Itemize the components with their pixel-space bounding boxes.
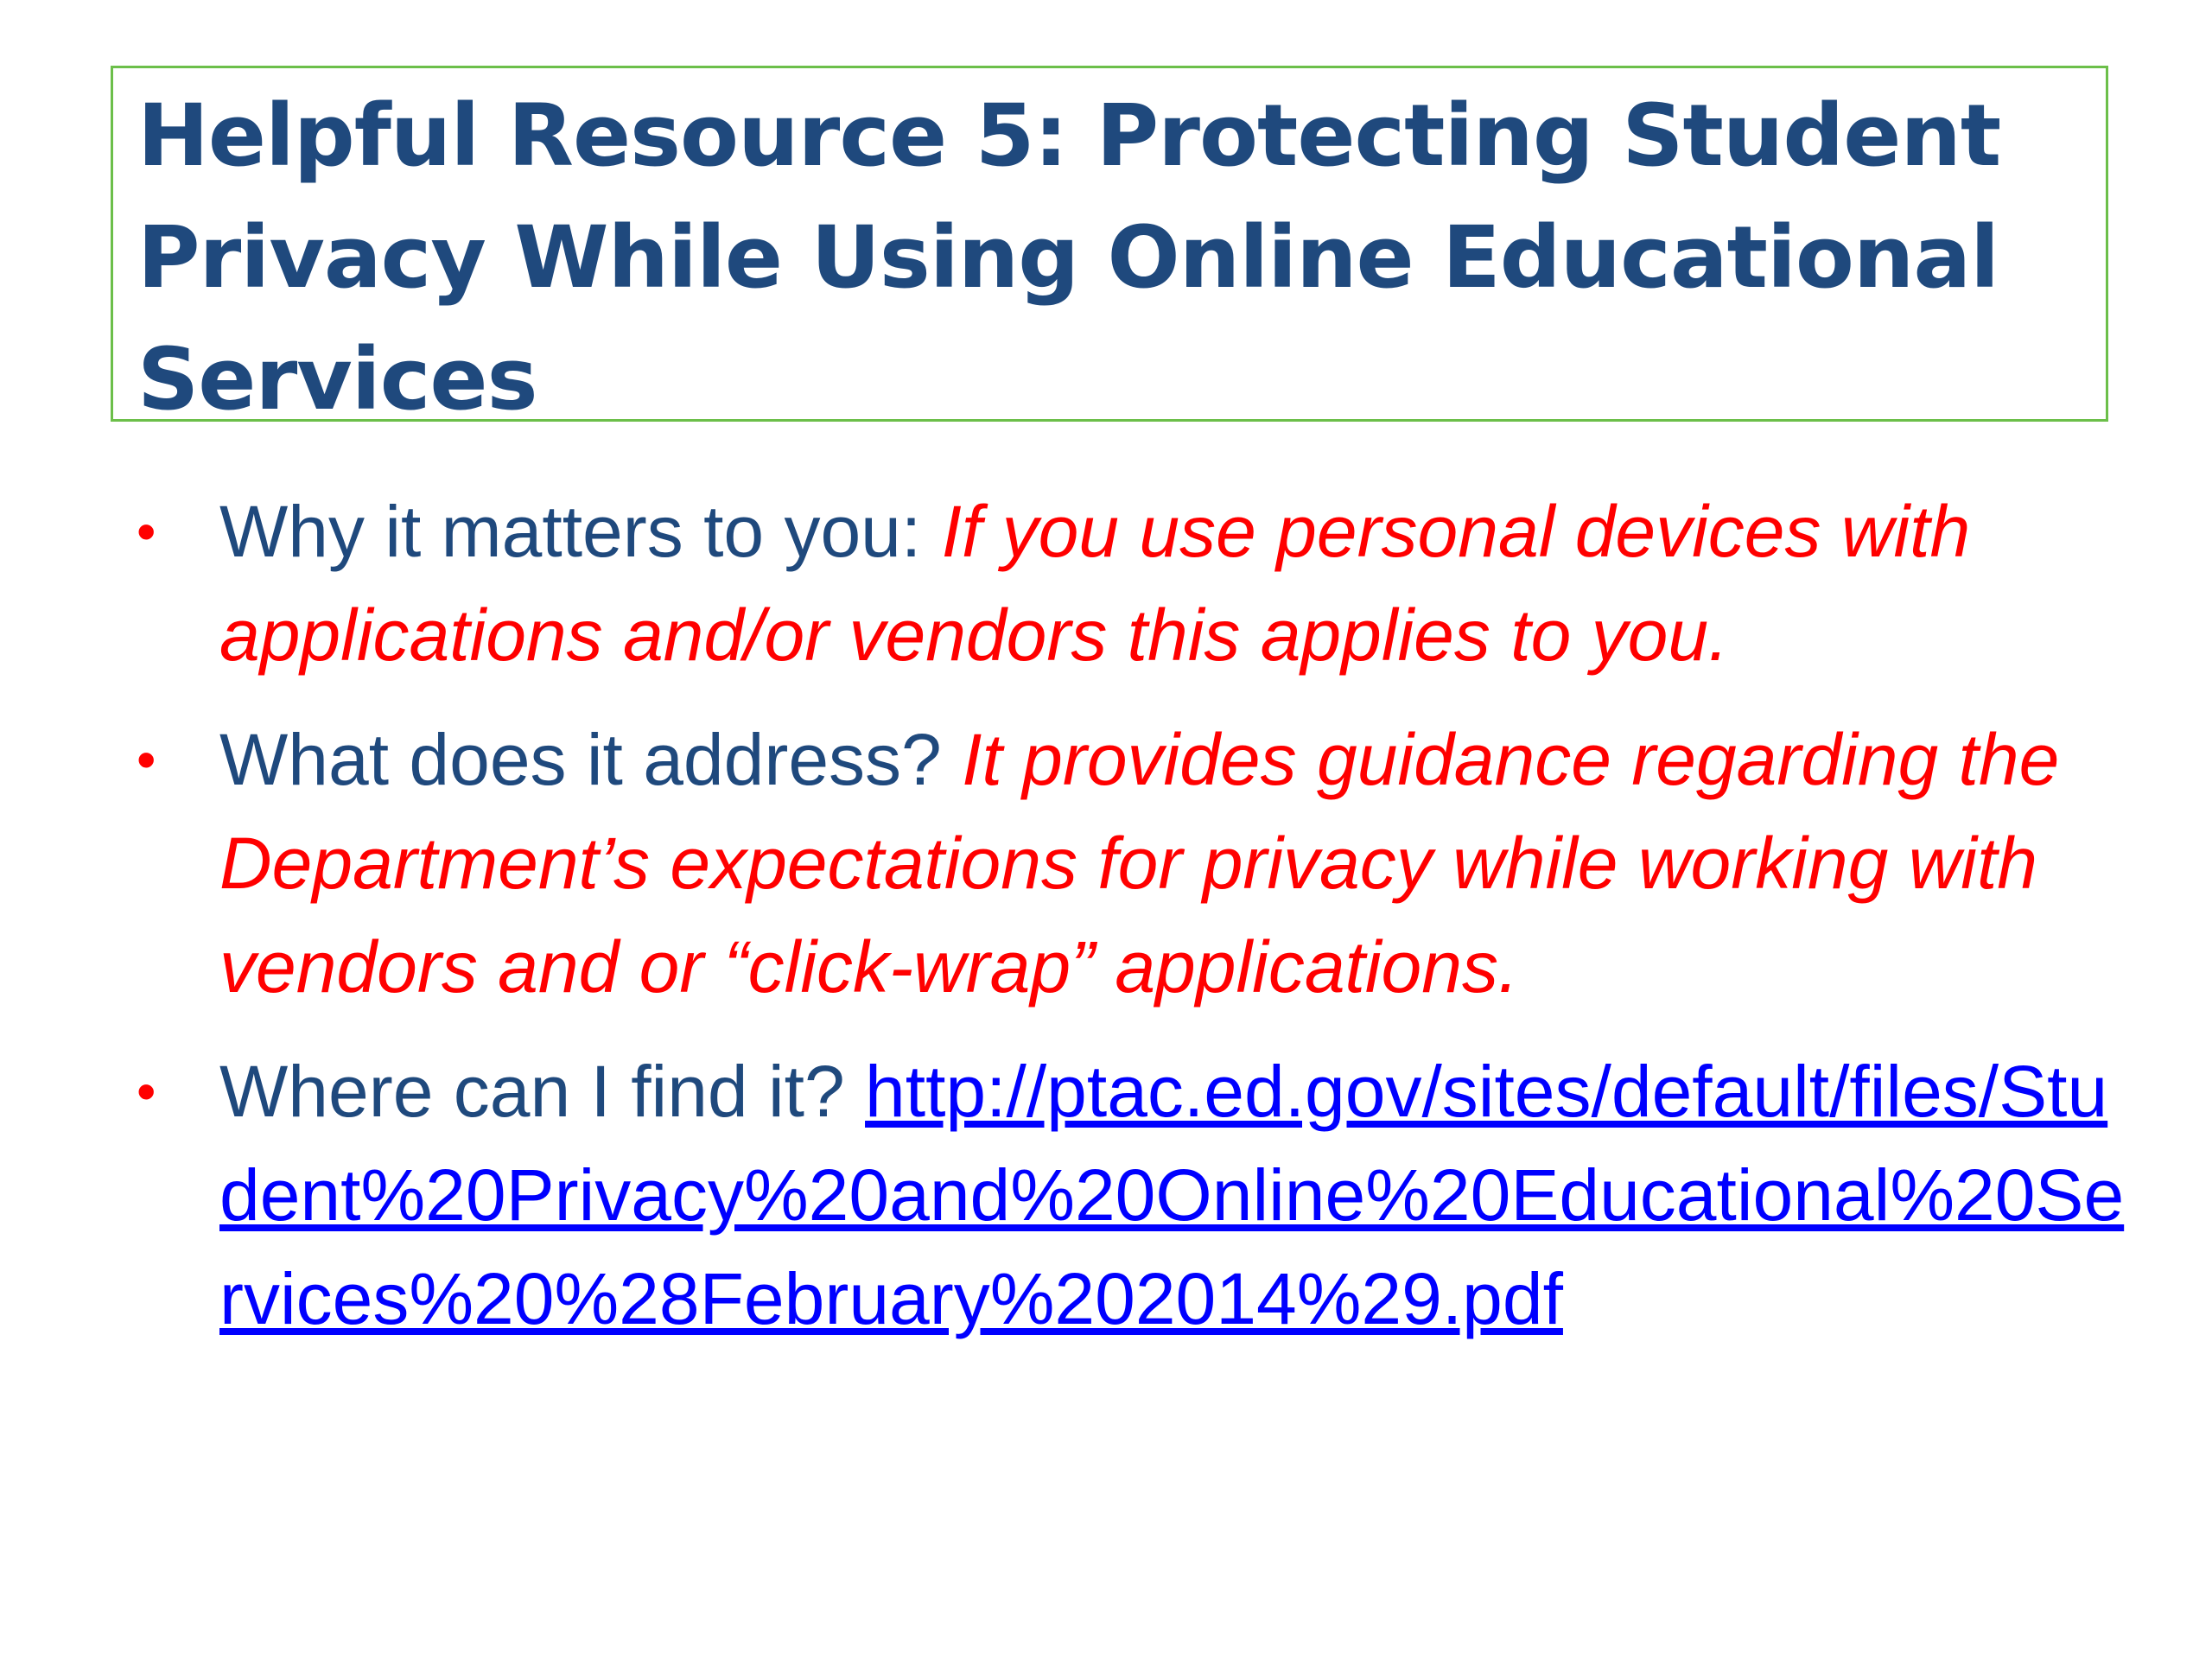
bullet-answer: It provides guidance regarding the Department’s expectations for privacy while working with vendors and or “click-wrap” applications. [219,719,2060,1007]
bullet-icon: • [137,728,156,791]
resource-link[interactable]: http://ptac.ed.gov/sites/default/files/Student%20Privacy%20and%20Online%20Educational%20Services%20%28February%202014%29.pdf [219,1051,2125,1339]
slide-title: Helpful Resource 5: Protecting Student Privacy While Using Online Educational Services [137,86,2001,429]
bullet-what-it-addresses [130,708,2134,1019]
bullet-icon: • [137,500,156,563]
bullet-icon: • [137,1060,156,1122]
bullet-lead: Where can I find it? [219,1051,866,1132]
bullet-list [130,480,2134,1371]
bullet-where-to-find [130,1039,2134,1351]
title-box [111,66,2108,429]
bullet-answer: If you use personal devices with applications and/or vendors this applies to you. [219,491,1971,676]
bullet-lead: What does it address? [219,719,963,800]
bullet-why-it-matters [130,480,2134,687]
bullet-lead: Why it matters to you: [219,491,942,572]
